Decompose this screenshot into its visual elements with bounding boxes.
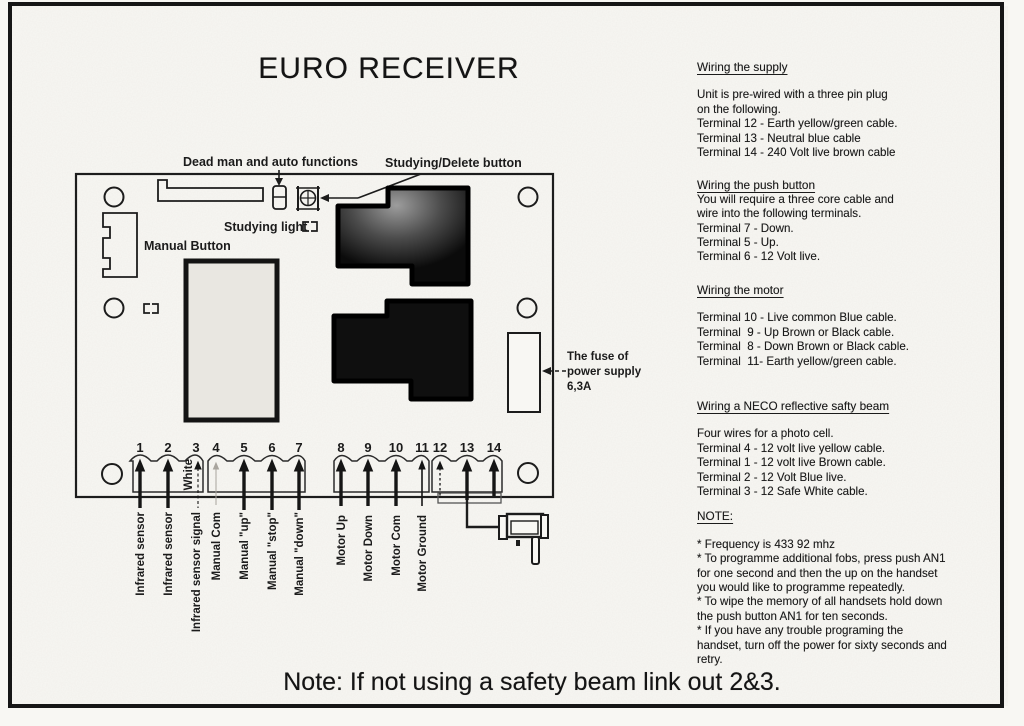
instruction-line: Terminal 14 - 240 Volt live brown cable: [697, 146, 896, 160]
fuse-component: [508, 333, 540, 412]
instruction-line: retry.: [697, 653, 723, 666]
terminal-label: Motor Down: [363, 515, 375, 582]
instruction-line: for one second and then the up on the handset: [697, 566, 938, 580]
instruction-line: Terminal 12 - Earth yellow/green cable.: [697, 117, 898, 131]
section-heading: Wiring a NECO reflective safty beam: [697, 398, 890, 413]
terminal-label: Manual "up": [239, 512, 251, 580]
instruction-line: handset, turn off the power for sixty seconds and: [697, 638, 947, 652]
terminal-label: Manual "down": [294, 512, 306, 596]
white-wire-label: White: [183, 459, 195, 491]
terminal-number: 1: [136, 440, 144, 455]
instruction-line: you would like to programme repeatedly.: [697, 580, 905, 594]
instruction-line: Terminal 8 - Down Brown or Black cable.: [697, 340, 909, 354]
terminal-label: Infrared sensor: [135, 512, 147, 596]
section-wiring-push-button: [697, 178, 1005, 264]
instruction-line: * If you have any trouble programing the: [697, 624, 904, 638]
terminal-number: 11: [415, 440, 429, 455]
instruction-line: * To wipe the memory of all handsets hold down: [697, 595, 943, 609]
safety-beam-note: Note: If not using a safety beam link out 2&3.: [283, 668, 781, 696]
terminal-number: 5: [240, 440, 248, 455]
terminal-number: 12: [432, 440, 448, 455]
terminal-number: 9: [364, 440, 372, 455]
instruction-line: on the following.: [697, 102, 781, 116]
page-title: EURO RECEIVER: [258, 52, 520, 85]
terminal-label: Manual Com: [211, 512, 223, 581]
terminal-label: Manual "stop": [267, 512, 279, 590]
manual-button-label: Manual Button: [144, 239, 231, 253]
terminal-number: 2: [164, 440, 172, 455]
terminal-number: 8: [337, 440, 345, 455]
instruction-line: Unit is pre-wired with a three pin plug: [697, 88, 888, 102]
section-heading: Wiring the motor: [697, 282, 784, 297]
section-wiring-supply: [697, 60, 1005, 160]
section-heading: Wiring the push button: [697, 178, 816, 193]
instruction-line: Terminal 2 - 12 Volt Blue live.: [697, 470, 847, 484]
fuse-label-line3: 6,3A: [567, 381, 592, 393]
terminal-label: Motor Ground: [417, 515, 429, 592]
terminal-number: 4: [212, 440, 220, 455]
section-heading: NOTE:: [697, 509, 734, 524]
section-wiring-safety-beam: [697, 399, 1005, 499]
instruction-line: * Frequency is 433 92 mhz: [697, 537, 835, 551]
instruction-line: Terminal 11- Earth yellow/green cable.: [697, 354, 897, 368]
instruction-line: Terminal 10 - Live common Blue cable.: [697, 311, 897, 325]
fuse-label-line2: power supply: [567, 366, 642, 378]
instruction-line: * To programme additional fobs, press push AN1: [697, 552, 946, 566]
studying-delete-label: Studying/Delete button: [385, 156, 522, 170]
instruction-line: Terminal 4 - 12 volt live yellow cable.: [697, 441, 886, 455]
terminal-label: Motor Com: [391, 515, 403, 576]
instruction-line: You will require a three core cable and: [697, 192, 894, 206]
instruction-line: Four wires for a photo cell.: [697, 427, 834, 441]
terminal-number: 14: [486, 440, 502, 455]
instructions-column: [697, 60, 1005, 685]
instruction-line: Terminal 3 - 12 Safe White cable.: [697, 484, 868, 498]
section-wiring-motor: [697, 283, 1005, 369]
instruction-line: the push button AN1 for ten seconds.: [697, 609, 888, 623]
instruction-line: Terminal 5 - Up.: [697, 236, 779, 250]
transformer-block: [186, 261, 277, 420]
section-heading: Wiring the supply: [697, 60, 788, 74]
terminal-number: 6: [268, 440, 276, 455]
terminal-number: 13: [459, 440, 475, 455]
terminal-number: 7: [295, 440, 303, 455]
terminal-label: Motor Up: [336, 515, 348, 566]
studying-light-label: Studying light: [224, 220, 308, 234]
instruction-line: Terminal 9 - Up Brown or Black cable.: [697, 325, 895, 339]
dead-man-label: Dead man and auto functions: [183, 155, 359, 169]
instruction-line: Terminal 6 - 12 Volt live.: [697, 250, 821, 264]
terminal-number: 10: [388, 440, 404, 455]
terminal-label: Infrared sensor: [163, 512, 175, 596]
terminal-number: 3: [192, 440, 200, 455]
instruction-line: wire into the following terminals.: [697, 207, 862, 221]
fuse-label-line1: The fuse of: [567, 351, 629, 363]
section-note: [697, 509, 1005, 667]
instruction-line: Terminal 7 - Down.: [697, 221, 794, 235]
instruction-line: Terminal 1 - 12 volt live Brown cable.: [697, 456, 886, 470]
terminal-label: Infrared sensor signal: [191, 512, 203, 633]
instruction-line: Terminal 13 - Neutral blue cable: [697, 131, 861, 145]
